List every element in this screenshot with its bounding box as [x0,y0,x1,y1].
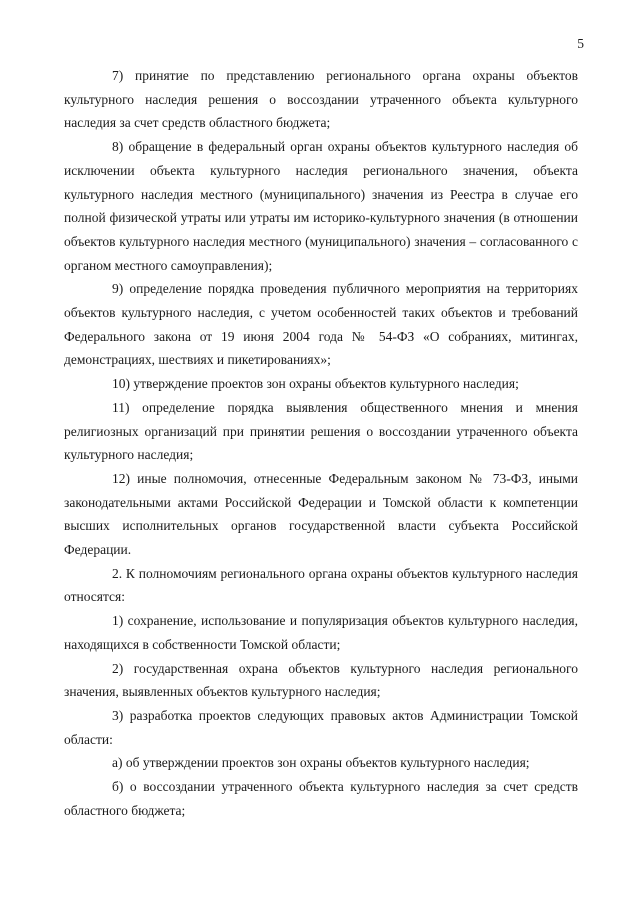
paragraph-item-8: 8) обращение в федеральный орган охраны объектов культурного наследия об исключении объекта культурного наследия регионального значения, объекта культурного наследия местного (муниципального) значения из Реестра в случае его полной физической утраты или утраты им историко-культурного значения (в отношении объектов культурного наследия местного (муниципального) значения – согласованного с органом местного самоуправления); [64,139,578,273]
paragraph-item-11: 11) определение порядка выявления общественного мнения и мнения религиозных организаций при принятии решения о воссоздании утраченного объекта культурного наследия; [64,399,578,463]
subparagraph-b: б) о воссоздании утраченного объекта культурного наследия за счет средств областного бюджета; [64,779,578,818]
paragraph-section2-3: 3) разработка проектов следующих правовых актов Администрации Томской области: [64,707,578,747]
paragraph-item-10: 10) утверждение проектов зон охраны объектов культурного наследия; [112,376,519,392]
paragraph-section2-1: 1) сохранение, использование и популяризация объектов культурного наследия, находящихся в собственности Томской области; [64,613,578,652]
subparagraph-a: а) об утверждении проектов зон охраны объектов культурного наследия; [112,755,530,771]
section-2-heading: 2. К полномочиям регионального органа охраны объектов культурного наследия относятся: [64,565,578,605]
paragraph-section2-2: 2) государственная охрана объектов культурного наследия регионального значения, выявленных объектов культурного наследия; [64,660,578,700]
paragraph-item-7: 7) принятие по представлению регионального органа охраны объектов культурного наследия решения о воссоздании утраченного объекта культурного наследия за счет средств областного бюджета; [64,68,578,131]
page-number: 5 [577,36,584,51]
paragraph-item-12: 12) иные полномочия, отнесенные Федеральным законом № 73-ФЗ, иными законодательными актами Российской Федерации и Томской области к компетенции высших исполнительных органов государственной власти субъекта Российской Федерации. [64,470,578,558]
paragraph-item-9: 9) определение порядка проведения публичного мероприятия на территориях объектов культурного наследия, с учетом особенностей таких объектов и требований Федерального закона от 19 июня 2004 года № 54-ФЗ «О собраниях, митингах, демонстрациях, шествиях и пикетированиях»; [64,281,578,368]
document-body [64,64,578,823]
